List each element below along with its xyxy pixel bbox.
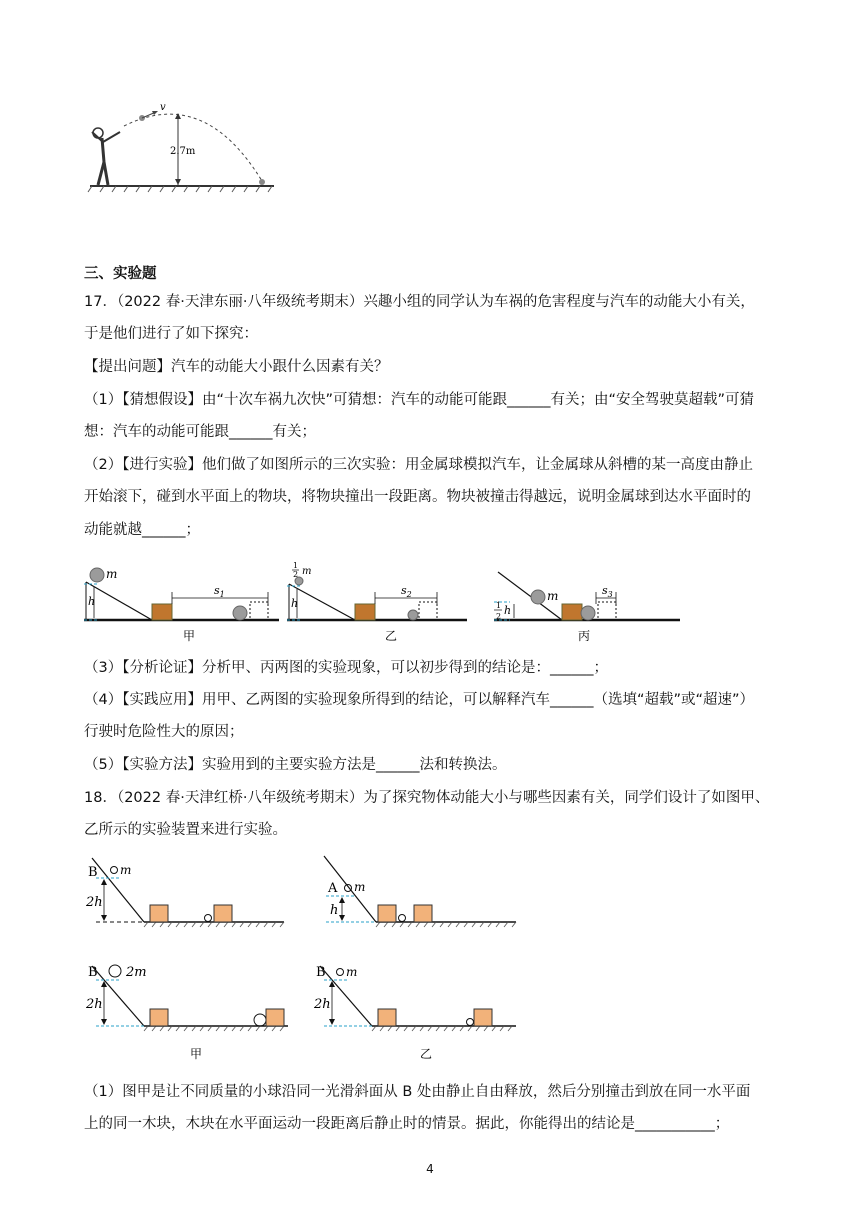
- figure-bing: [494, 572, 680, 643]
- shot-put-figure: [84, 96, 284, 196]
- label-2h-3: 2h: [314, 997, 331, 1012]
- s1-subscript: 1: [219, 590, 225, 599]
- q17-line-11: 行驶时危险性大的原因；: [84, 724, 244, 740]
- section-title: 三、实验题: [84, 266, 157, 282]
- caption-bing: 丙: [578, 629, 591, 643]
- s1-label: s: [214, 584, 220, 597]
- page-number: 4: [426, 1162, 434, 1176]
- q17-line-2: 于是他们进行了如下探究：: [84, 326, 258, 342]
- q18-line-1: 18．（2022 春·天津红桥·八年级统考期末）为了探究物体动能大小与哪些因素有关，同学们设计了如图甲、: [84, 790, 770, 806]
- q17-line-5: 想：汽车的动能可能跟______有关；: [84, 424, 316, 440]
- q17-line-7: 开始滚下，碰到水平面上的物块，将物块撞出一段距离。物块被撞击得越远，说明金属球到达水平面时的: [84, 489, 751, 505]
- half-den-bing: 2: [496, 612, 502, 621]
- q18-line-4: 上的同一木块，木块在水平面运动一段距离后静止时的情景。据此，你能得出的结论是___________；: [84, 1116, 730, 1132]
- half-num-yi: 1: [293, 562, 299, 570]
- caption-yi: 乙: [385, 629, 398, 643]
- label-2m: 2m: [126, 965, 147, 980]
- m-label-bing: m: [547, 589, 559, 603]
- q18-line-3: （1）图甲是让不同质量的小球沿同一光滑斜面从 B 处由静止自由释放，然后分别撞击到放在同一水平面: [84, 1084, 751, 1100]
- q18-caption-jia: 甲: [190, 1047, 203, 1061]
- m-label-yi: m: [302, 566, 312, 577]
- q17-line-10: （4）【实践应用】用甲、乙两图的实验现象所得到的结论，可以解释汽车______（选填“超载”或“超速”）: [84, 692, 755, 708]
- q17-line-8: 动能就越______；: [84, 522, 200, 538]
- q18-fig-top-right: [324, 856, 516, 927]
- q17-line-9: （3）【分析论证】分析甲、丙两图的实验现象，可以初步得到的结论是：______；: [84, 660, 608, 676]
- label-m-3: m: [346, 965, 358, 979]
- label-B-2: B: [88, 965, 98, 980]
- label-h-2: h: [330, 903, 339, 918]
- svg-text:s2: [401, 584, 412, 599]
- q17-line-3: 【提出问题】汽车的动能大小跟什么因素有关？: [84, 359, 389, 375]
- label-A: A: [328, 881, 338, 896]
- q18-fig-bottom-left: [85, 965, 288, 1061]
- label-2h-1: 2h: [86, 895, 103, 910]
- s2-label: s: [401, 584, 407, 597]
- q17-line-1: 17．（2022 春·天津东丽·八年级统考期末）兴趣小组的同学认为车祸的危害程度与汽车的动能大小有关，: [84, 294, 755, 310]
- label-m-1: m: [120, 863, 132, 877]
- figure-jia: [84, 567, 279, 643]
- q18-fig-bottom-right: [313, 965, 516, 1061]
- caption-jia: 甲: [183, 629, 196, 643]
- q18-fig-top-left: [85, 858, 284, 927]
- m-label-jia: m: [106, 567, 118, 581]
- s3-label: s: [602, 584, 608, 597]
- s2-subscript: 2: [406, 590, 412, 599]
- q18-line-2: 乙所示的实验装置来进行实验。: [84, 822, 287, 838]
- height-label: 2.7m: [170, 146, 196, 157]
- svg-text:s1: [214, 584, 225, 599]
- svg-text:s3: [602, 584, 613, 599]
- q17-experiment-figure: [84, 562, 684, 646]
- h-label-yi: h: [291, 597, 299, 610]
- figure-yi: [287, 562, 467, 643]
- half-den-yi: 2: [293, 570, 299, 579]
- label-m-2: m: [354, 880, 366, 894]
- q17-line-6: （2）【进行实验】他们做了如图所示的三次实验：用金属球模拟汽车，让金属球从斜槽的某一高度由静止: [84, 457, 753, 473]
- q17-line-4: （1）【猜想假设】由“十次车祸九次快”可猜想：汽车的动能可能跟______有关；由“安全驾驶莫超载”可猜: [84, 392, 755, 408]
- h-label-jia: h: [88, 595, 96, 608]
- half-num-bing: 1: [496, 601, 502, 610]
- label-2h-2: 2h: [86, 997, 103, 1012]
- label-B-3: B: [316, 965, 326, 980]
- q18-experiment-figure: [84, 852, 544, 1072]
- q18-caption-yi: 乙: [420, 1047, 433, 1061]
- s3-subscript: 3: [607, 590, 613, 599]
- label-B-1: B: [88, 865, 98, 880]
- q17-line-12: （5）【实验方法】实验用到的主要实验方法是______法和转换法。: [84, 757, 507, 773]
- velocity-label: v: [160, 102, 166, 113]
- h-label-bing: h: [504, 604, 512, 617]
